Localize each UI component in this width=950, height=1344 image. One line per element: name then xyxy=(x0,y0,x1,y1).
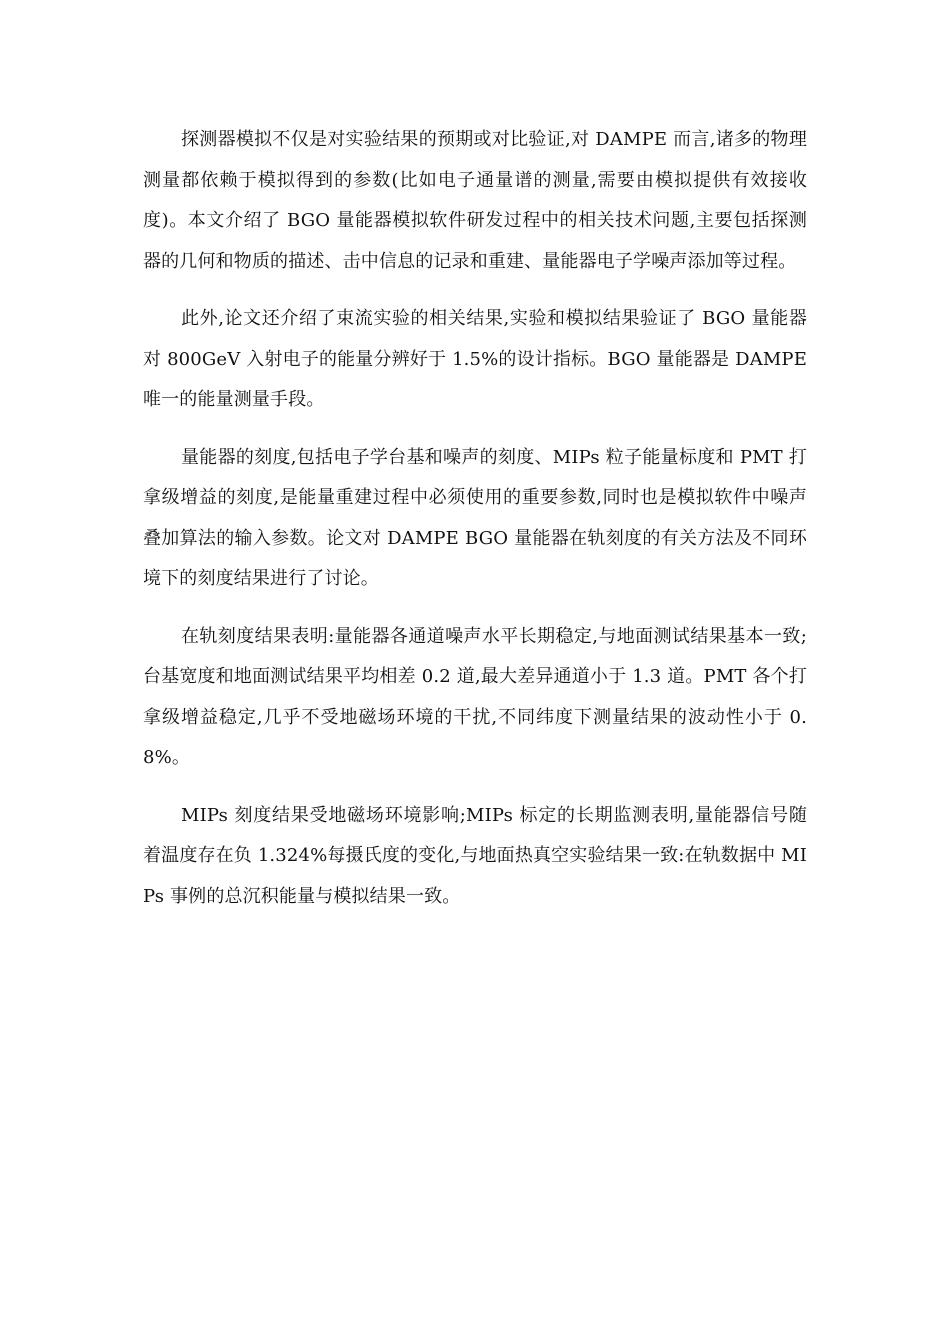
paragraph-2: 此外,论文还介绍了束流实验的相关结果,实验和模拟结果验证了 BGO 量能器对 800GeV 入射电子的能量分辨好于 1.5%的设计指标。BGO 量能器是 DAMPE 唯一的能量测量手段。 xyxy=(143,308,807,410)
paragraph-4: 在轨刻度结果表明:量能器各通道噪声水平长期稳定,与地面测试结果基本一致;台基宽度和地面测试结果平均相差 0.2 道,最大差异通道小于 1.3 道。PMT 各个打拿级增益稳定,几乎不受地磁场环境的干扰,不同纬度下测量结果的波动性小于 0.8%。 xyxy=(143,625,807,768)
body-text xyxy=(143,120,807,934)
paragraph-1: 探测器模拟不仅是对实验结果的预期或对比验证,对 DAMPE 而言,诸多的物理测量都依赖于模拟得到的参数(比如电子通量谱的测量,需要由模拟提供有效接收度)。本文介绍了 BGO 量能器模拟软件研发过程中的相关技术问题,主要包括探测器的几何和物质的描述、击中信息的记录和重建、量能器电子学噪声添加等过程。 xyxy=(143,129,807,272)
paragraph-3: 量能器的刻度,包括电子学台基和噪声的刻度、MIPs 粒子能量标度和 PMT 打拿级增益的刻度,是能量重建过程中必须使用的重要参数,同时也是模拟软件中噪声叠加算法的输入参数。论文对 DAMPE BGO 量能器在轨刻度的有关方法及不同环境下的刻度结果进行了讨论。 xyxy=(143,446,807,589)
paragraph-5: MIPs 刻度结果受地磁场环境影响;MIPs 标定的长期监测表明,量能器信号随着温度存在负 1.324%每摄氏度的变化,与地面热真空实验结果一致:在轨数据中 MIPs 事例的总沉积能量与模拟结果一致。 xyxy=(143,804,807,907)
